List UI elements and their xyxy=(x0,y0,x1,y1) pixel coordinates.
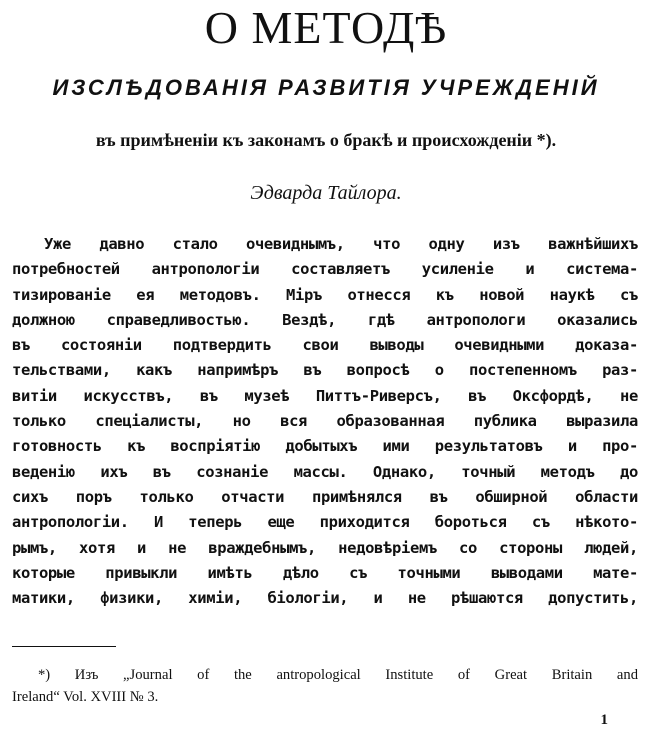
page-title: О МЕТОДѢ xyxy=(204,2,448,53)
page-subtitle: ИЗСЛѢДОВАНІЯ РАЗВИТІЯ УЧРЕЖДЕНІЙ xyxy=(52,75,600,100)
body-line: сихъ поръ только отчасти примѣнялся въ обширной области xyxy=(12,487,638,506)
page-subsubtitle: въ примѣненіи къ законамъ о бракѣ и происхожденіи *). xyxy=(95,130,557,150)
body-line: веденію ихъ въ сознаніе массы. Однако, точный методъ до xyxy=(12,462,638,481)
footnote xyxy=(12,664,638,708)
body-line: только спеціалисты, но вся образованная публика выразила xyxy=(12,412,638,431)
body-line: потребностей антропологіи составляетъ усиленіе и система- xyxy=(12,260,638,279)
body-line: рымъ, хотя и не враждебнымъ, недовѣріемъ со стороны людей, xyxy=(12,538,638,557)
body-line: въ состояніи подтвердить свои выводы очевидными доказа- xyxy=(12,336,638,355)
page-number: 1 xyxy=(600,712,608,728)
footnote-divider xyxy=(12,646,116,647)
body-line: должною справедливостью. Вездѣ, гдѣ антропологи оказались xyxy=(12,310,638,329)
footnote-line: *) Изъ „Journal of the antropological Institute of Great Britain and xyxy=(38,667,638,683)
footnote-line: Ireland“ Vol. XVIII № 3. xyxy=(12,689,159,705)
body-line: витіи искусствъ, въ музеѣ Питтъ-Риверсъ, въ Оксфордѣ, не xyxy=(12,386,638,405)
body-line: тизированіе ея методовъ. Міръ отнесся къ новой наукѣ съ xyxy=(12,285,638,304)
body-line: которые привыкли имѣть дѣло съ точными выводами мате- xyxy=(12,563,638,582)
body-line: Уже давно стало очевиднымъ, что одну изъ важнѣйшихъ xyxy=(44,235,638,253)
body-line: антропологіи. И теперь еще приходится бороться съ нѣкото- xyxy=(12,513,638,532)
body-line: тельствами, какъ напримѣръ въ вопросѣ о постепенномъ раз- xyxy=(12,361,638,380)
body-line: матики, физики, химіи, біологіи, и не рѣшаются допустить, xyxy=(12,589,638,608)
body-paragraph xyxy=(12,232,638,611)
body-line: готовность къ воспріятію добытыхъ ими результатовъ и про- xyxy=(12,437,638,456)
author-name: Эдварда Тайлора. xyxy=(250,182,402,204)
